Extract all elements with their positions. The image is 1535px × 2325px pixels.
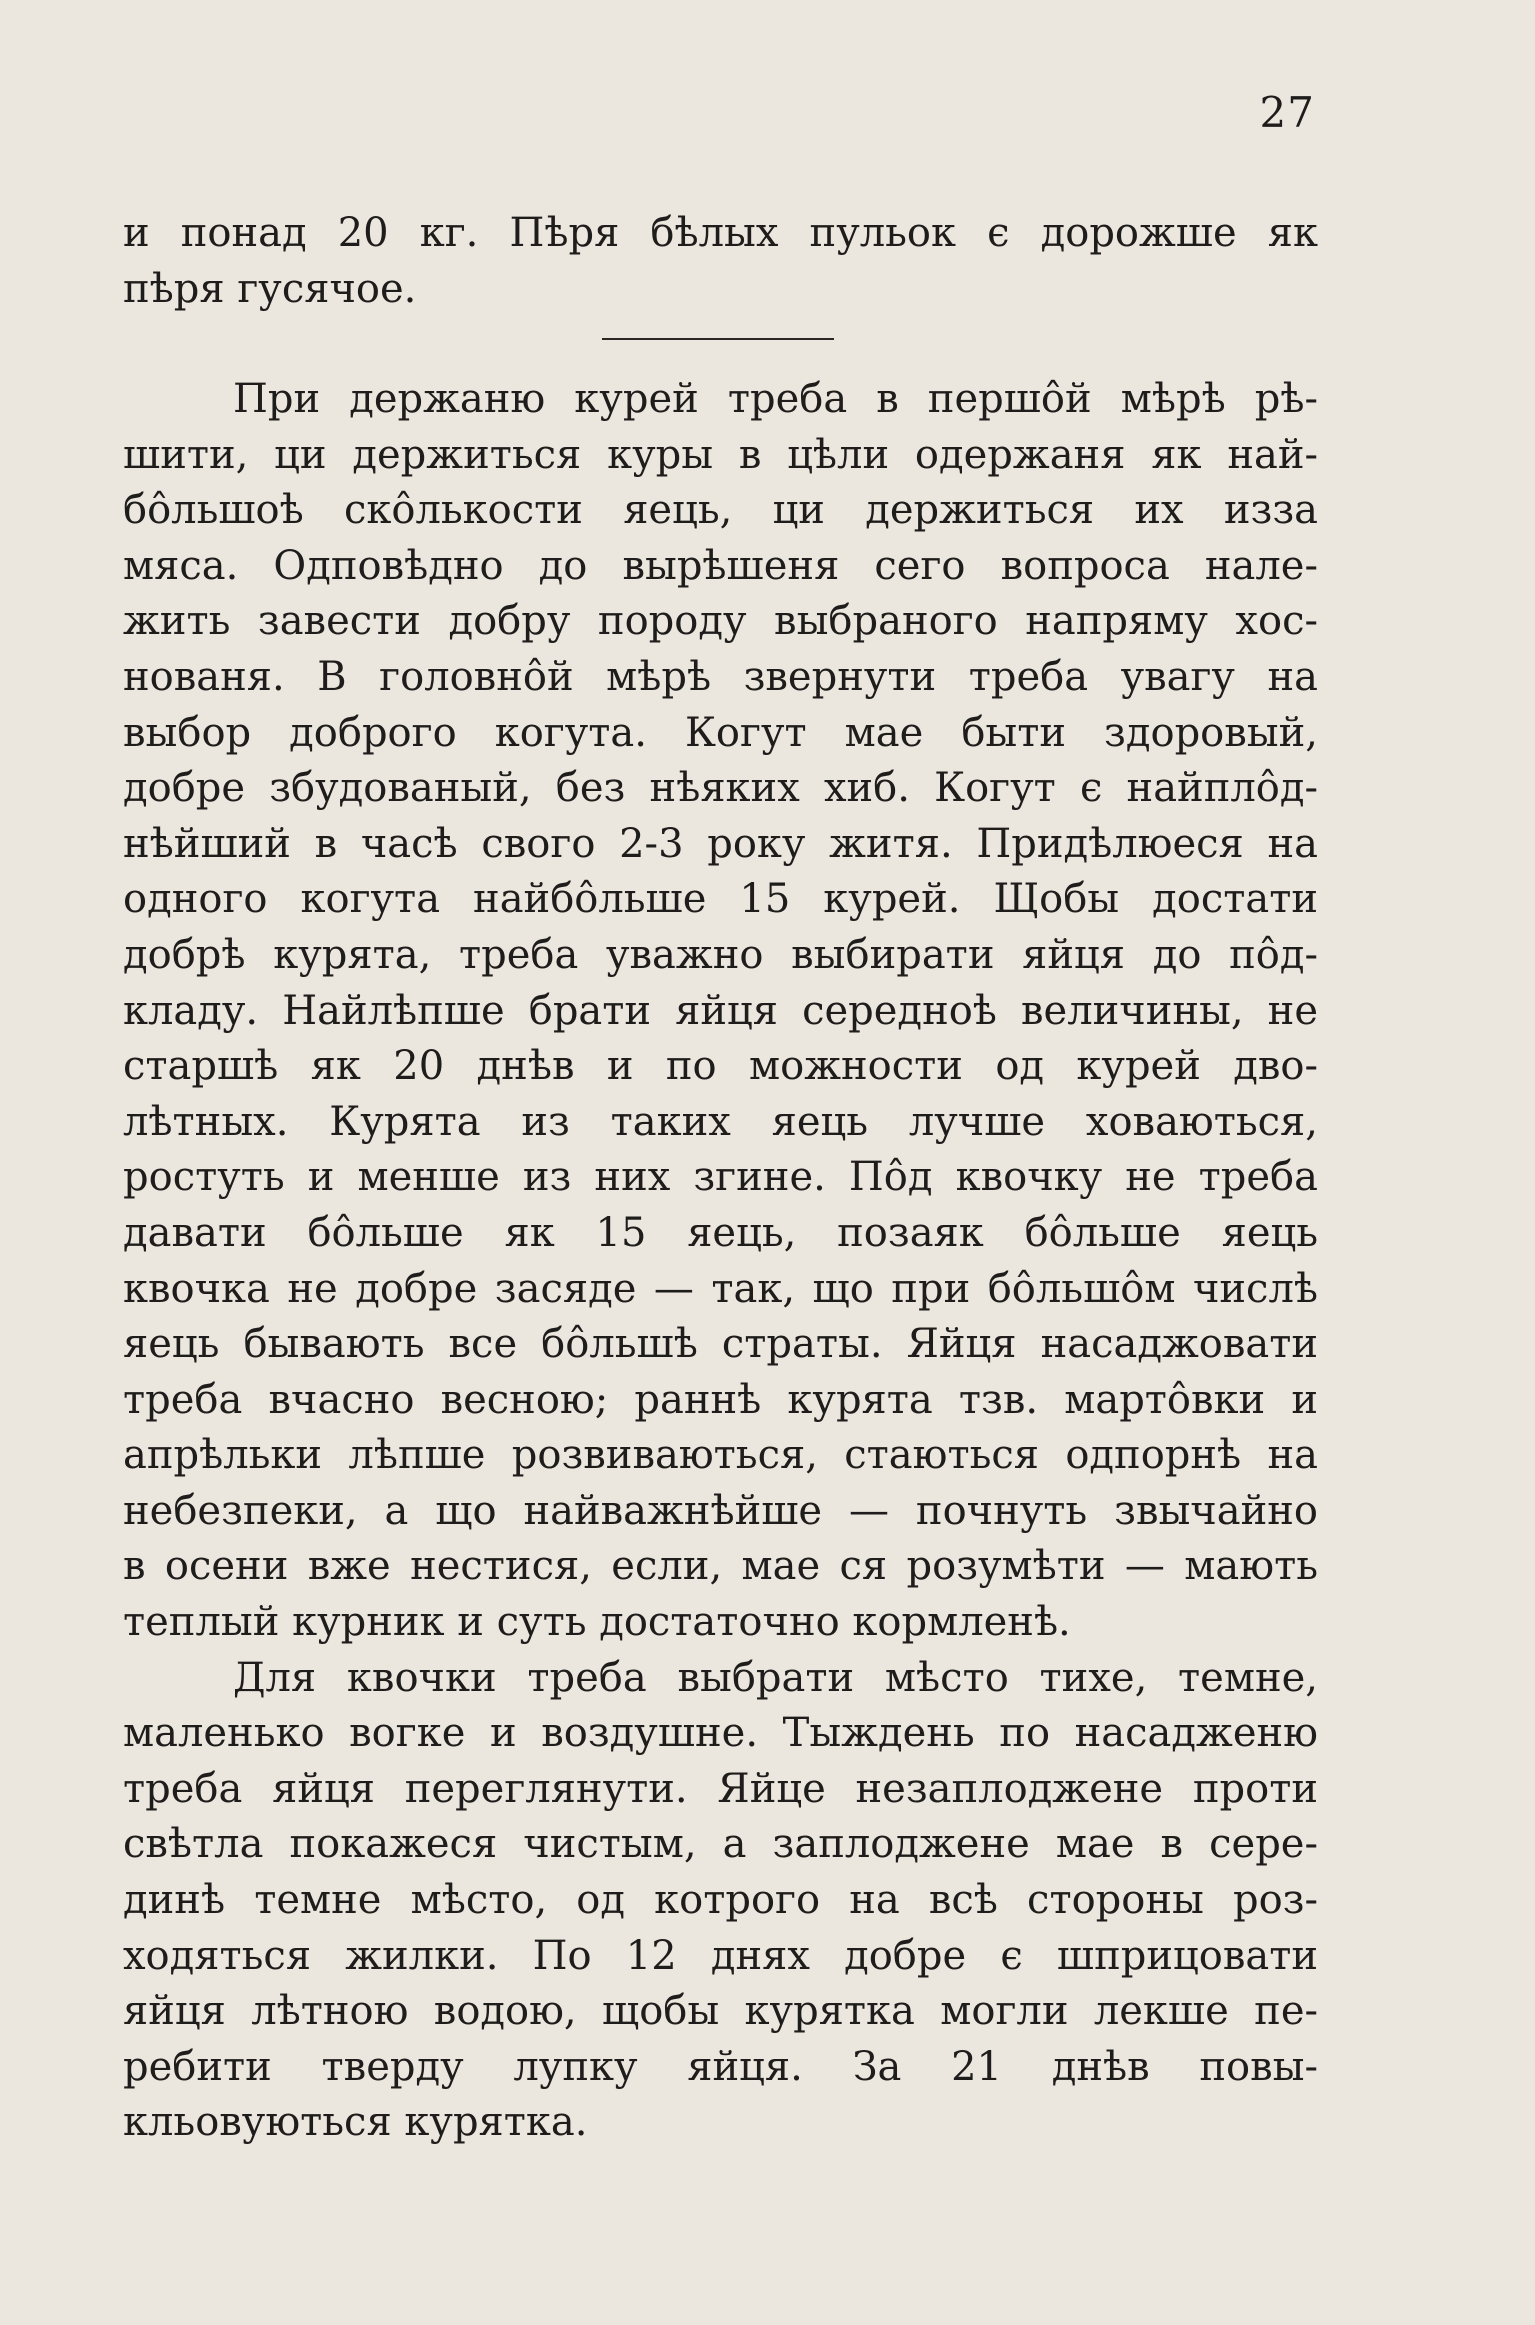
text-line: бôльшоѣ скôлькости яець, ци держиться их изза (123, 487, 1318, 534)
text-line: кладу. Найлѣпше брати яйця середноѣ величины, не (123, 987, 1318, 1034)
text-line: старшѣ як 20 днѣв и по можности од курей дво- (123, 1043, 1318, 1090)
text-line: яйця лѣтною водою, щобы курятка могли лекше пе- (123, 1988, 1318, 2035)
text-line: добрѣ курята, треба уважно выбирати яйця до пôд- (123, 931, 1318, 978)
text-line: мяса. Одповѣдно до вырѣшеня сего вопроса нале- (123, 542, 1318, 589)
text-line: нѣйший в часѣ свого 2-3 року житя. Придѣлюеся на (123, 820, 1318, 867)
page-number: 27 (1259, 88, 1315, 137)
main-text (123, 372, 1318, 2151)
text-line: шити, ци держиться куры в цѣли одержаня як най- (123, 431, 1318, 478)
text-line: жить завести добру породу выбраного напряму хос- (123, 598, 1318, 645)
text-line: теплый курник и суть достаточно кормленѣ. (123, 1599, 1071, 1646)
text-line: свѣтла покажеся чистым, а заплоджене мае в сере- (123, 1821, 1318, 1868)
text-line: лѣтных. Курята из таких яець лучше ховаються, (123, 1098, 1318, 1145)
text-line: маленько вогке и воздушне. Тыждень по насадженю (123, 1710, 1318, 1757)
text-line: небезпеки, а що найважнѣйше — почнуть звычайно (123, 1487, 1318, 1534)
text-line: Для квочки треба выбрати мѣсто тихе, темне, (233, 1654, 1318, 1701)
paragraph-continuation (123, 206, 1318, 317)
text-line: кльовуються курятка. (123, 2099, 588, 2146)
text-line: динѣ темне мѣсто, од котрого на всѣ стороны роз- (123, 1877, 1318, 1924)
text-line: выбор доброго когута. Когут мае быти здоровый, (123, 709, 1318, 756)
text-line: ходяться жилки. По 12 днях добре є шприцовати (123, 1932, 1318, 1979)
text-line: нованя. В головнôй мѣрѣ звернути треба увагу на (123, 653, 1318, 700)
text-line: треба яйця переглянути. Яйце незаплоджене проти (123, 1765, 1318, 1812)
text-line: одного когута найбôльше 15 курей. Щобы достати (123, 876, 1318, 923)
text-line: ребити тверду лупку яйця. За 21 днѣв повы- (123, 2043, 1318, 2090)
text-line: треба вчасно весною; раннѣ курята тзв. мартôвки и (123, 1376, 1318, 1423)
text-line: ростуть и менше из них згине. Пôд квочку не треба (123, 1154, 1318, 1201)
text-line: квочка не добре засяде — так, що при бôльшôм числѣ (123, 1265, 1318, 1312)
text-line: пѣря гусячое. (123, 265, 417, 312)
text-line: добре збудованый, без нѣяких хиб. Когут є найплôд- (123, 765, 1318, 812)
text-line: яець бывають все бôльшѣ страты. Яйця насаджовати (123, 1321, 1318, 1368)
section-separator (602, 338, 834, 340)
text-line: апрѣльки лѣпше розвиваються, стаються одпорнѣ на (123, 1432, 1318, 1479)
text-line: При держаню курей треба в першôй мѣрѣ рѣ- (233, 376, 1318, 422)
text-line: давати бôльше як 15 яець, позаяк бôльше яець (123, 1209, 1318, 1256)
text-line: и понад 20 кг. Пѣря бѣлых пульок є дорожше як (123, 210, 1318, 256)
text-line: в осени вже нестися, если, мае ся розумѣти — мають (123, 1543, 1318, 1590)
